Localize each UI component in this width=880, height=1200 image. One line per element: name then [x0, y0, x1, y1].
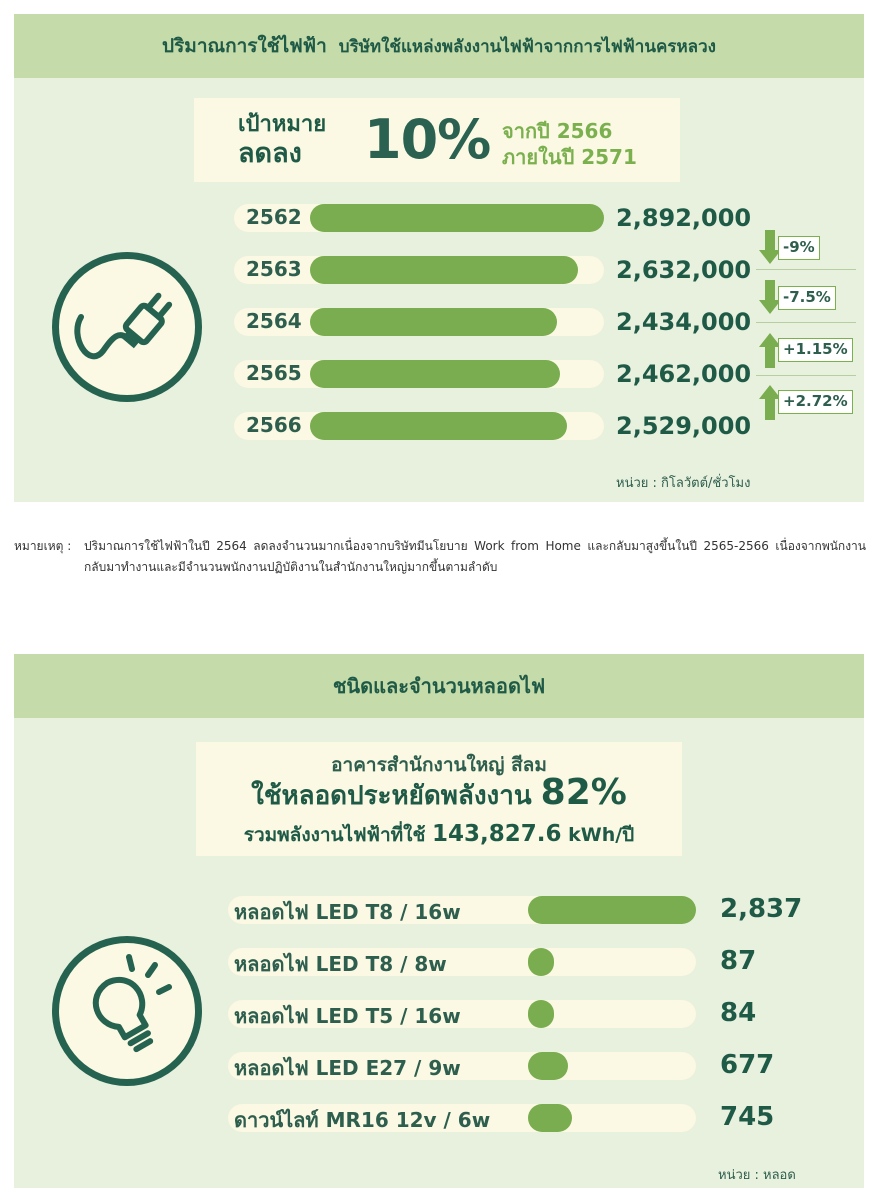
bulb-prefix: หลอดไฟ — [234, 1056, 316, 1080]
saving-line — [196, 772, 682, 816]
year-label: 2565 — [246, 361, 302, 385]
usage-row — [234, 308, 604, 336]
value-label: 84 — [720, 998, 757, 1028]
bulb-row — [228, 1104, 696, 1132]
total-energy-label: รวมพลังงานไฟฟ้าที่ใช้ — [243, 824, 426, 846]
electricity-usage-panel — [14, 14, 864, 502]
divider — [756, 375, 856, 376]
target-within-year: ภายในปี 2571 — [502, 145, 637, 169]
year-label: 2564 — [246, 309, 302, 333]
bar — [528, 1052, 568, 1080]
target-label-bottom: ลดลง — [238, 138, 302, 170]
change-indicator — [758, 382, 854, 422]
target-label — [238, 112, 326, 171]
section-header — [14, 654, 864, 718]
change-badge: +2.72% — [778, 390, 853, 414]
bar — [310, 256, 578, 284]
bulb-prefix: หลอดไฟ — [234, 900, 316, 924]
bar — [310, 412, 567, 440]
section-title: ชนิดและจำนวนหลอดไฟ — [332, 674, 546, 698]
value-label: 677 — [720, 1050, 775, 1080]
bulb-prefix: หลอดไฟ — [234, 952, 316, 976]
bar — [528, 1000, 554, 1028]
bulb-row — [228, 896, 696, 924]
target-from-year: จากปี 2566 — [502, 119, 613, 143]
bulb-row — [228, 1052, 696, 1080]
section-title: ปริมาณการใช้ไฟฟ้า — [162, 35, 327, 57]
bulb-icon — [52, 936, 202, 1086]
bulb-row — [228, 948, 696, 976]
bar — [528, 948, 554, 976]
bulb-model: LED T8 / 8w — [315, 952, 447, 976]
plug-icon — [52, 252, 202, 402]
bulb-prefix: หลอดไฟ — [234, 1004, 316, 1028]
year-label: 2566 — [246, 413, 302, 437]
value-label: 2,837 — [720, 894, 803, 924]
total-energy-line — [196, 820, 682, 850]
lightbulb-panel — [14, 654, 864, 1188]
bulb-type-label — [234, 1052, 461, 1084]
reduction-target-box — [194, 98, 680, 182]
bulb-type-label — [234, 1104, 490, 1136]
section-header — [14, 14, 864, 78]
usage-row — [234, 204, 604, 232]
usage-row — [234, 256, 604, 284]
bulb-type-label — [234, 896, 461, 928]
divider — [756, 322, 856, 323]
bar — [528, 1104, 572, 1132]
value-label: 2,892,000 — [616, 204, 752, 232]
unit-label: หน่วย : กิโลวัตต์/ชั่วโมง — [616, 476, 751, 491]
value-label: 2,529,000 — [616, 412, 752, 440]
change-badge: -7.5% — [778, 286, 836, 310]
change-badge: +1.15% — [778, 338, 853, 362]
saving-label: ใช้หลอดประหยัดพลังงาน — [251, 781, 532, 811]
change-badge: -9% — [778, 236, 820, 260]
year-label: 2562 — [246, 205, 302, 229]
bulb-row — [228, 1000, 696, 1028]
building-name: อาคารสำนักงานใหญ่ สีลม — [331, 754, 547, 776]
value-label: 2,462,000 — [616, 360, 752, 388]
bulb-model: LED T8 / 16w — [315, 900, 461, 924]
target-label-top: เป้าหมาย — [238, 112, 327, 137]
total-energy-value: 143,827.6 — [431, 821, 562, 847]
usage-row — [234, 412, 604, 440]
bulb-type-label — [234, 1000, 461, 1032]
value-label: 2,434,000 — [616, 308, 752, 336]
value-label: 745 — [720, 1102, 775, 1132]
bar — [310, 360, 560, 388]
footnote-text: ปริมาณการใช้ไฟฟ้าในปี 2564 ลดลงจำนวนมากเนื่องจากบริษัทมีนโยบาย Work from Home และกลับมาสูงขึ้นในปี 2565-2566 เนื่องจากพนักงานกลับมาทำงานและมีจำนวนพนักงานปฏิบัติงานในสำนักงานใหญ่มากขึ้นตามลำดับ — [84, 539, 866, 574]
year-label: 2563 — [246, 257, 302, 281]
target-percent: 10% — [364, 108, 491, 171]
saving-summary-box — [196, 742, 682, 856]
value-label: 87 — [720, 946, 757, 976]
bulb-model: MR16 12v / 6w — [325, 1108, 491, 1132]
divider — [756, 269, 856, 270]
bar — [310, 204, 604, 232]
target-period — [502, 118, 637, 170]
section-subtitle: บริษัทใช้แหล่งพลังงานไฟฟ้าจากการไฟฟ้านครหลวง — [338, 36, 716, 57]
change-indicator — [758, 278, 854, 318]
unit-label: หน่วย : หลอด — [718, 1168, 796, 1183]
bulb-model: LED T5 / 16w — [315, 1004, 461, 1028]
bar — [310, 308, 557, 336]
usage-row — [234, 360, 604, 388]
saving-percent: 82% — [540, 772, 627, 813]
total-energy-unit: kWh/ปี — [568, 824, 635, 846]
bulb-model: LED E27 / 9w — [315, 1056, 461, 1080]
change-indicator — [758, 330, 854, 370]
bar — [528, 896, 696, 924]
change-indicator — [758, 228, 854, 268]
bulb-type-label — [234, 948, 447, 980]
value-label: 2,632,000 — [616, 256, 752, 284]
footnote-label: หมายเหตุ : — [14, 539, 72, 553]
bulb-prefix: ดาวน์ไลท์ — [234, 1108, 326, 1132]
